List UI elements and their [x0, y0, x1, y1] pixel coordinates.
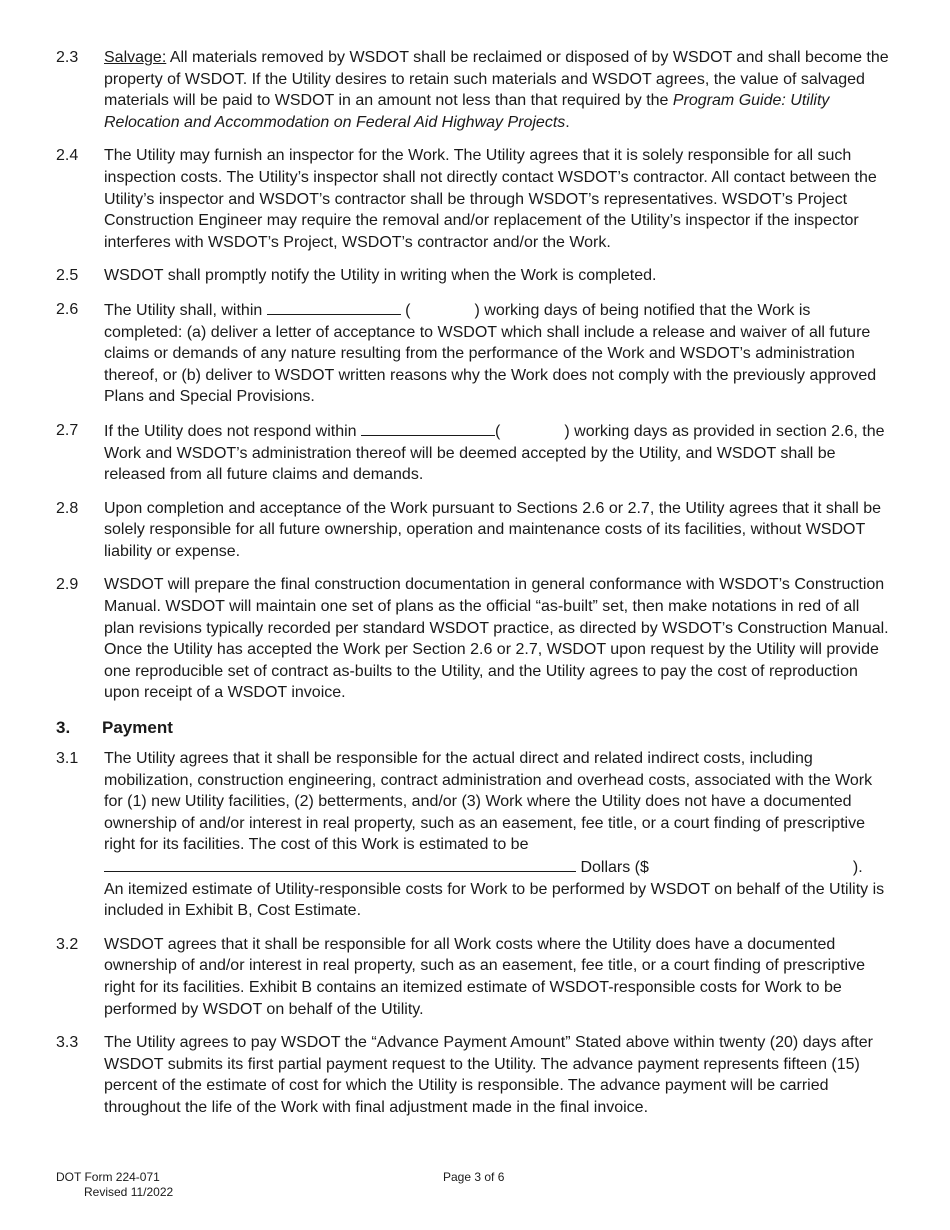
clause-2-7: 2.7 If the Utility does not respond within ( ) working days as provided in section 2.6, the Work and WSDOT’s administration thereof will be deemed accepted by the Utility, and WSDOT shall be released from all future claims and demands.: [56, 421, 885, 484]
document-page: [56, 47, 890, 1131]
clause-2-6: 2.6 The Utility shall, within ( ) working days of being notified that the Work is completed: (a) deliver a letter of acceptance to WSDOT which shall include a release and waiver of all future claims or demands of any nature resulting from the performance of the Work and WSDOT’s administration thereof, or (b) deliver to WSDOT written reasons why the Work does not comply with the previously approved Plans and Special Provisions.: [56, 300, 877, 406]
clause-2-5: [56, 265, 890, 287]
page-number: Page 3 of 6: [443, 1170, 505, 1184]
clause-number: 2.6: [56, 300, 79, 318]
section-heading-payment: [56, 716, 890, 740]
clause-text: The Utility agrees that it shall be responsible for the actual direct and related indirect costs, including mobilization, construction engineering, contract administration and overhead costs, associated with the Work for (1) new Utility facilities, (2) betterments, and/or (3) Work where the Utility does not have a documented ownership of and/or interest in real property, such as an easement, fee title, or a court finding of prescriptive right for its facilities. The cost of this Work is estimated to be: [104, 750, 873, 854]
days-written-blank[interactable]: [267, 299, 401, 315]
cost-estimate-line: Dollars ($ ).: [104, 856, 890, 879]
clause-text: The Utility may furnish an inspector for the Work. The Utility agrees that it is solely responsible for all such inspection costs. The Utility’s inspector shall not directly contact WSDOT’s contractor. All contact between the Utility’s inspector and WSDOT’s contractor shall be through WSDOT’s representatives. WSDOT’s Project Construction Engineer may require the removal and/or replacement of the Utility’s inspector if the inspector interferes with WSDOT’s Project, WSDOT’s contractor and/or the Work.: [104, 147, 877, 251]
section-title: Payment: [102, 718, 173, 738]
clause-number: 2.7: [56, 421, 79, 439]
program-guide-title: Program Guide: Utility Relocation and Accommodation on Federal Aid Highway Projects: [104, 92, 830, 131]
salvage-label: Salvage:: [104, 49, 167, 66]
clause-text: WSDOT shall promptly notify the Utility in writing when the Work is completed.: [104, 267, 657, 285]
clause-3-1: [56, 748, 890, 922]
clause-text: An itemized estimate of Utility-responsible costs for Work to be performed by WSDOT on behalf of the Utility is included in Exhibit B, Cost Estimate.: [104, 880, 885, 920]
clause-2-9: [56, 574, 890, 704]
form-number: DOT Form 224-071: [56, 1170, 160, 1184]
clause-text: Upon completion and acceptance of the Work pursuant to Sections 2.6 or 2.7, the Utility agrees that it shall be solely responsible for all future ownership, operation and maintenance costs of its facilities, without WSDOT liability or expense.: [104, 499, 882, 560]
clause-text: All materials removed by WSDOT shall be reclaimed or disposed of by WSDOT and shall become the property of WSDOT. If the Utility desires to retain such materials and WSDOT agrees, the value of salvaged materials will be paid to WSDOT in an amount not less than that required by the: [104, 49, 889, 110]
days-written-blank[interactable]: [361, 420, 495, 436]
clause-number: 2.3: [56, 49, 79, 66]
revision-date: Revised 11/2022: [84, 1185, 174, 1199]
clause-2-4: [56, 145, 890, 253]
dollars-written-blank[interactable]: [104, 856, 576, 872]
clause-text: WSDOT will prepare the final construction documentation in general conformance with WSDOT’s Construction Manual. WSDOT will maintain one set of plans as the official “as-built” set, then make notations in red of all plan revisions typically recorded per standard WSDOT practice, as directed by WSDOT’s Construction Manual. Once the Utility has accepted the Work per Section 2.6 or 2.7, WSDOT upon request by the Utility will provide one reproducible set of contract as-builts to the Utility, and the Utility agrees to pay the cost of reproduction upon receipt of a WSDOT invoice.: [104, 576, 889, 702]
clause-3-3: [56, 1032, 890, 1118]
clause-2-3: 2.3 Salvage: All materials removed by WSDOT shall be reclaimed or disposed of by WSDOT and shall become the property of WSDOT. If the Utility desires to retain such materials and WSDOT agrees, the value of salvaged materials will be paid to WSDOT in an amount not less than that required by the Program Guide: Utility Relocation and Accommodation on Federal Aid Highway Projects.: [56, 49, 889, 131]
clause-number: 2.4: [56, 147, 79, 165]
clause-number: 2.5: [56, 267, 79, 285]
section-number: 3.: [56, 718, 71, 738]
clause-text: The Utility agrees to pay WSDOT the “Advance Payment Amount” Stated above within twenty (20) days after WSDOT submits its first partial payment request to the Utility. The advance payment represents fifteen (15) percent of the estimate of cost for which the Utility is responsible. The advance payment will be carried throughout the life of the Work with final adjustment made in the final invoice.: [104, 1034, 873, 1116]
clause-2-8: [56, 498, 890, 563]
clause-3-2: [56, 934, 890, 1020]
clause-text: WSDOT agrees that it shall be responsible for all Work costs where the Utility does have a documented ownership of and/or interest in real property, such as an easement, fee title, or a court finding of prescriptive right for its facilities. Exhibit B contains an itemized estimate of WSDOT-responsible costs for Work to be performed by WSDOT on behalf of the Utility.: [104, 935, 865, 1018]
clause-number: 3.2: [56, 935, 79, 953]
clause-number: 2.8: [56, 499, 79, 517]
clause-number: 3.1: [56, 750, 79, 768]
clause-number: 2.9: [56, 576, 79, 594]
clause-number: 3.3: [56, 1034, 79, 1052]
